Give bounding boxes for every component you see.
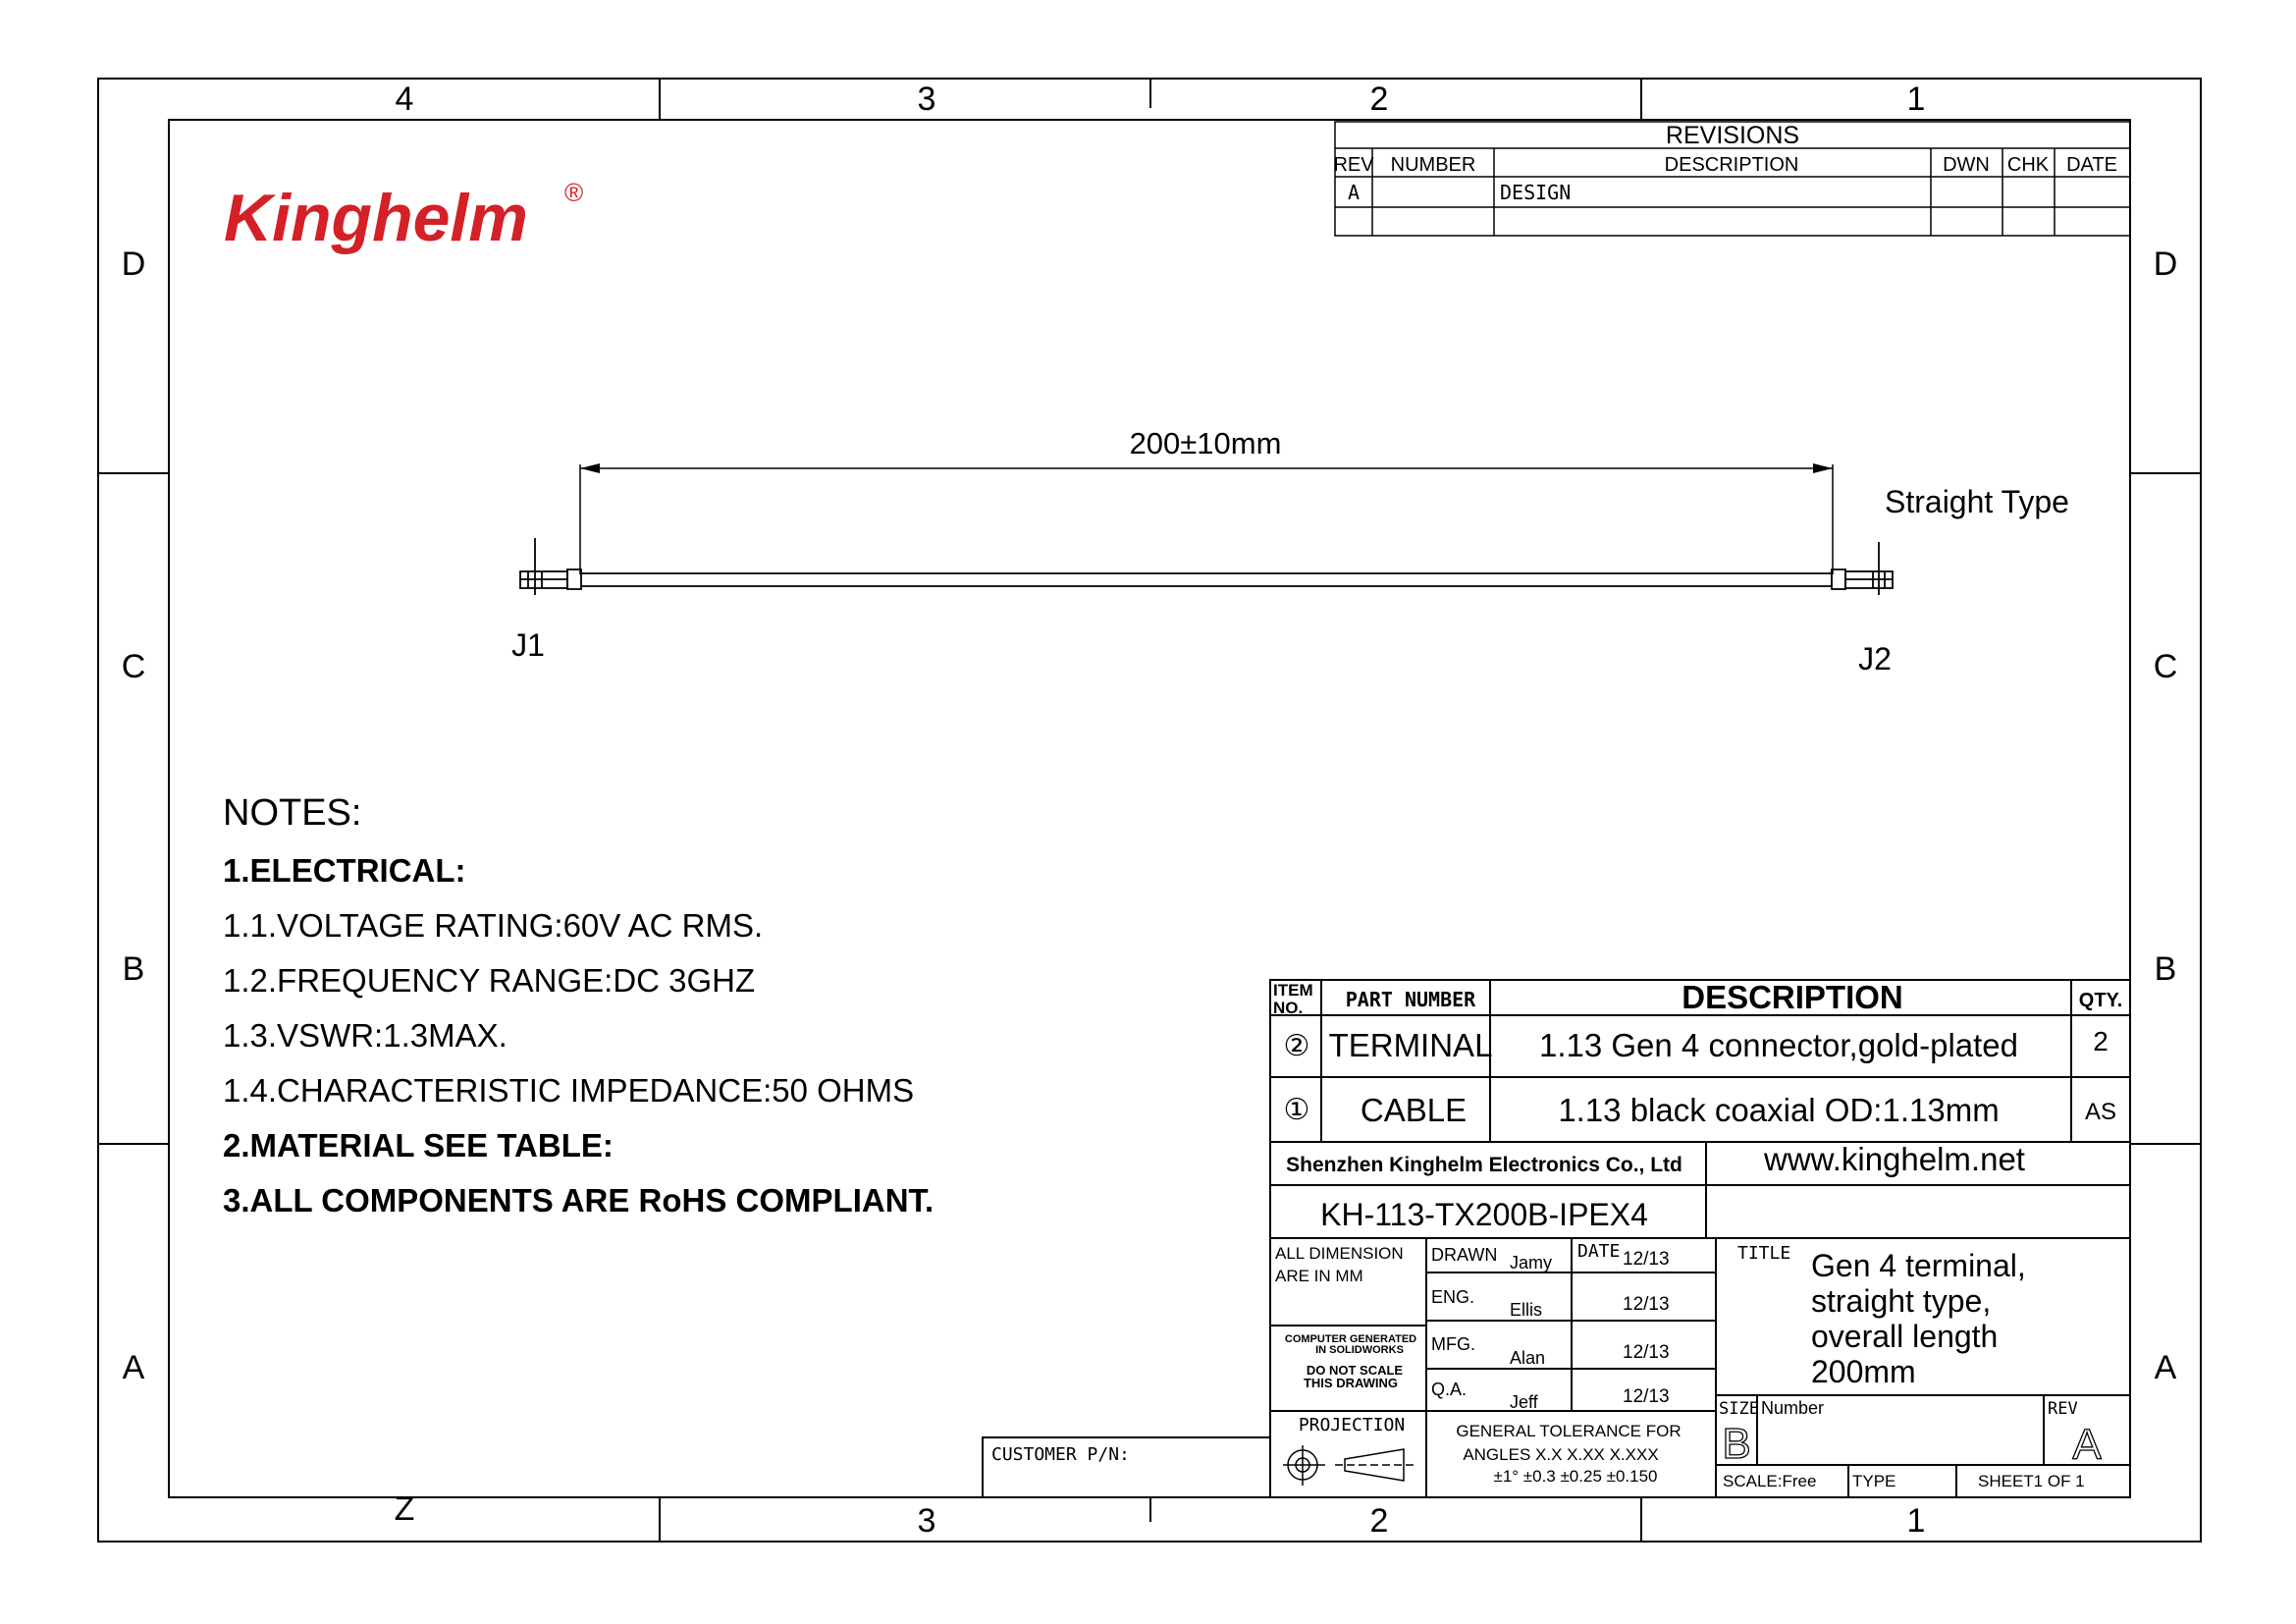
type-label: TYPE bbox=[1852, 1472, 1896, 1490]
rev-header-dwn: DWN bbox=[1943, 154, 1990, 176]
scale-note-line1: DO NOT SCALE bbox=[1306, 1363, 1404, 1378]
dimension-note-line1: ALL DIMENSION bbox=[1275, 1244, 1404, 1263]
rev-row-rev: A bbox=[1347, 181, 1361, 204]
cable-drawing bbox=[511, 426, 2069, 677]
bom-row-1-desc: 1.13 Gen 4 connector,gold-plated bbox=[1538, 1027, 2019, 1063]
note-line-1: 1.ELECTRICAL: bbox=[223, 852, 466, 889]
title-line-1: Gen 4 terminal, bbox=[1811, 1248, 2026, 1283]
revisions-table bbox=[1333, 122, 2130, 236]
date-label: DATE bbox=[1577, 1241, 1621, 1262]
signoff-eng-role: ENG. bbox=[1431, 1287, 1475, 1307]
signoff-qa-role: Q.A. bbox=[1431, 1380, 1468, 1399]
signoff-drawn-name: Jamy bbox=[1510, 1253, 1553, 1272]
row-label-left-a: A bbox=[122, 1349, 145, 1386]
rev-row-description: DESIGN bbox=[1500, 181, 1572, 204]
notes-title: NOTES: bbox=[223, 792, 362, 834]
rev-header-date: DATE bbox=[2066, 154, 2117, 176]
signoff-eng-date: 12/13 bbox=[1623, 1294, 1670, 1315]
title-line-3: overall length bbox=[1811, 1319, 1999, 1354]
scale-value: SCALE:Free bbox=[1723, 1472, 1817, 1490]
size-value: B bbox=[1722, 1420, 1751, 1468]
tolerance-line3: ±1° ±0.3 ±0.25 ±0.150 bbox=[1493, 1467, 1658, 1486]
bom-header-qty: QTY. bbox=[2078, 990, 2123, 1011]
col-label-top-4: 4 bbox=[395, 81, 414, 118]
signoff-eng-name: Ellis bbox=[1510, 1300, 1543, 1320]
bom-row-1-part: TERMINAL bbox=[1328, 1027, 1493, 1063]
dimension-label: 200±10mm bbox=[1129, 426, 1282, 460]
row-label-right-d: D bbox=[2153, 245, 2178, 283]
straight-type-label: Straight Type bbox=[1885, 484, 2069, 519]
note-line-5: 1.4.CHARACTERISTIC IMPEDANCE:50 OHMS bbox=[223, 1072, 915, 1109]
col-label-bottom-3: 3 bbox=[917, 1502, 936, 1540]
bom-row-2-qty: AS bbox=[2084, 1099, 2117, 1125]
customer-pn-label: CUSTOMER P/N: bbox=[991, 1444, 1130, 1465]
signoff-qa-name: Jeff bbox=[1510, 1392, 1538, 1412]
computer-note-line2: IN SOLIDWORKS bbox=[1315, 1344, 1404, 1356]
col-label-bottom-1: 1 bbox=[1906, 1502, 1926, 1540]
signoff-mfg-role: MFG. bbox=[1431, 1334, 1475, 1354]
signoff-qa-date: 12/13 bbox=[1623, 1386, 1670, 1407]
tolerance-line2: ANGLES X.X X.XX X.XXX bbox=[1463, 1445, 1659, 1464]
row-label-left-b: B bbox=[122, 950, 145, 988]
logo-registered-mark: ® bbox=[564, 178, 584, 207]
logo-wordmark: Kinghelm bbox=[224, 181, 528, 255]
note-line-2: 1.1.VOLTAGE RATING:60V AC RMS. bbox=[223, 907, 764, 944]
row-label-left-c: C bbox=[121, 648, 146, 685]
company-name: Shenzhen Kinghelm Electronics Co., Ltd bbox=[1286, 1154, 1682, 1176]
row-label-right-b: B bbox=[2154, 950, 2177, 988]
rev-header-description: DESCRIPTION bbox=[1664, 154, 1799, 176]
rev-label: REV bbox=[2048, 1399, 2078, 1419]
row-label-right-c: C bbox=[2153, 648, 2178, 685]
col-label-top-2: 2 bbox=[1369, 81, 1389, 118]
title-label: TITLE bbox=[1737, 1243, 1791, 1264]
bom-header-desc: DESCRIPTION bbox=[1682, 979, 1903, 1015]
size-label: SIZE bbox=[1719, 1399, 1759, 1419]
bom-header-item-line1: ITEM bbox=[1273, 981, 1313, 1000]
signoff-drawn-role: DRAWN bbox=[1431, 1245, 1498, 1265]
projection-label: PROJECTION bbox=[1298, 1415, 1406, 1435]
j2-label: J2 bbox=[1858, 641, 1892, 677]
row-label-left-d: D bbox=[121, 245, 146, 283]
col-label-top-1: 1 bbox=[1906, 81, 1926, 118]
computer-note-line1: COMPUTER GENERATED bbox=[1284, 1333, 1417, 1345]
dimension-note-line2: ARE IN MM bbox=[1275, 1267, 1363, 1285]
note-line-6: 2.MATERIAL SEE TABLE: bbox=[223, 1127, 614, 1164]
rev-header-rev: REV bbox=[1333, 154, 1374, 176]
scale-note-line2: THIS DRAWING bbox=[1303, 1376, 1399, 1390]
title-block bbox=[983, 1141, 2130, 1497]
bom-header-part: PART NUMBER bbox=[1345, 988, 1476, 1011]
kinghelm-logo bbox=[224, 178, 583, 255]
rev-header-chk: CHK bbox=[2006, 154, 2050, 176]
bom-row-2-desc: 1.13 black coaxial OD:1.13mm bbox=[1558, 1092, 2000, 1128]
drawing-part-number: KH-113-TX200B-IPEX4 bbox=[1320, 1197, 1648, 1232]
rev-value: A bbox=[2072, 1421, 2102, 1469]
bom-row-2-part: CABLE bbox=[1360, 1092, 1468, 1128]
signoff-drawn-date: 12/13 bbox=[1623, 1249, 1670, 1270]
bom-row-1-item: ② bbox=[1283, 1030, 1310, 1062]
rev-header-number: NUMBER bbox=[1390, 154, 1476, 176]
note-line-4: 1.3.VSWR:1.3MAX. bbox=[223, 1017, 507, 1054]
title-line-2: straight type, bbox=[1811, 1283, 1992, 1319]
website: www.kinghelm.net bbox=[1764, 1141, 2025, 1177]
bom-row-1-qty: 2 bbox=[2093, 1026, 2109, 1056]
j1-label: J1 bbox=[511, 627, 545, 663]
note-line-7: 3.ALL COMPONENTS ARE RoHS COMPLIANT. bbox=[223, 1182, 934, 1218]
bom-row-2-item: ① bbox=[1283, 1094, 1310, 1126]
col-label-bottom-2: 2 bbox=[1369, 1502, 1389, 1540]
col-label-bottom-4: Z bbox=[394, 1490, 415, 1528]
col-label-top-3: 3 bbox=[917, 81, 936, 118]
bom-table bbox=[1270, 979, 2130, 1142]
tolerance-line1: GENERAL TOLERANCE FOR bbox=[1456, 1422, 1682, 1440]
title-line-4: 200mm bbox=[1811, 1354, 1916, 1389]
number-label: Number bbox=[1761, 1398, 1825, 1418]
row-label-right-a: A bbox=[2154, 1349, 2177, 1386]
signoff-mfg-date: 12/13 bbox=[1623, 1342, 1670, 1363]
sheet-value: SHEET1 OF 1 bbox=[1978, 1472, 2085, 1490]
notes-section bbox=[223, 792, 934, 1218]
note-line-3: 1.2.FREQUENCY RANGE:DC 3GHZ bbox=[223, 962, 756, 999]
bom-header-item-line2: NO. bbox=[1273, 999, 1304, 1017]
revisions-title: REVISIONS bbox=[1665, 122, 1800, 149]
projection-symbol-icon bbox=[1283, 1445, 1414, 1486]
signoff-mfg-name: Alan bbox=[1510, 1348, 1546, 1368]
